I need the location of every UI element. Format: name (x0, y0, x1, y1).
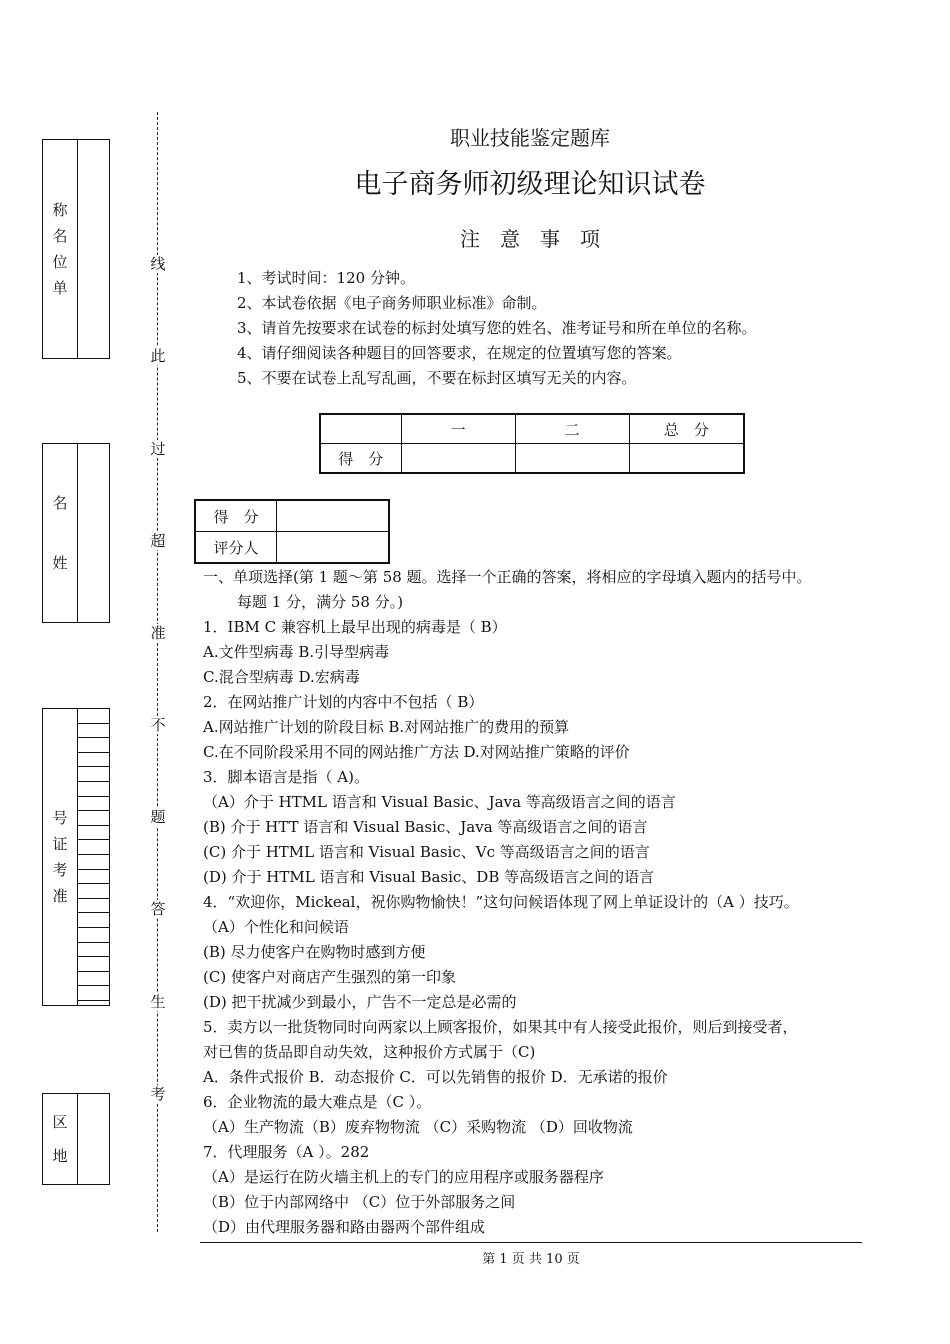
score-input-cell[interactable] (401, 444, 515, 474)
notice-heading: 注 意 事 项 (460, 227, 600, 251)
table-cell (320, 414, 401, 444)
seal-char: 线 (150, 255, 166, 273)
score-summary-table (319, 413, 745, 474)
label-char: 考 (52, 861, 68, 879)
question-line: A.网站推广计划的阶段目标 B.对网站推广的费用的预算 (203, 718, 570, 736)
exam-id-box (42, 708, 110, 1006)
label-char: 准 (52, 887, 68, 905)
score-input-cell[interactable] (629, 444, 744, 474)
question-line: (D) 介于 HTML 语言和 Visual Basic、DB 等高级语言之间的语言 (203, 868, 655, 886)
seal-char: 超 (150, 532, 166, 550)
seal-char: 不 (150, 716, 166, 734)
question-line: （A）个性化和问候语 (203, 918, 349, 936)
notice-item: 4、请仔细阅读各种题目的回答要求，在规定的位置填写您的答案。 (237, 344, 682, 362)
table-cell: 评分人 (195, 532, 277, 564)
question-line: 7．代理服务（A ）。282 (203, 1143, 370, 1161)
question-line: （D）由代理服务器和路由器两个部件组成 (203, 1218, 486, 1236)
label-char: 单 (52, 279, 68, 297)
section-instruction: 每题 1 分，满分 58 分。) (237, 593, 404, 611)
region-box (42, 1093, 110, 1185)
label-char: 地 (52, 1147, 68, 1165)
question-line: A.文件型病毒 B.引导型病毒 (203, 643, 390, 661)
table-row (320, 444, 744, 474)
grader-table (194, 499, 390, 564)
seal-char: 过 (150, 440, 166, 458)
table-cell: 总 分 (629, 414, 744, 444)
table-row (320, 414, 744, 444)
question-line: C.在不同阶段采用不同的网站推广方法 D.对网站推广策略的评价 (203, 743, 630, 761)
grader-input-cell[interactable] (277, 532, 390, 564)
question-line: 6．企业物流的最大难点是（C ）。 (203, 1093, 432, 1111)
question-line: 1．IBM C 兼容机上最早出现的病毒是（ B） (203, 618, 507, 636)
label-char: 姓 (52, 554, 68, 572)
label-char: 称 (52, 201, 68, 219)
score-input-cell[interactable] (277, 500, 390, 532)
label-char: 号 (52, 809, 68, 827)
question-line: (B) 尽力使客户在购物时感到方便 (203, 943, 426, 961)
notice-item: 2、本试卷依据《电子商务师职业标准》命制。 (237, 294, 547, 312)
question-line: （A）介于 HTML 语言和 Visual Basic、Java 等高级语言之间的语言 (203, 793, 676, 811)
exam-title: 电子商务师初级理论知识试卷 (354, 169, 706, 200)
question-line: (D) 把干扰减少到最小，广告不一定总是必需的 (203, 993, 517, 1011)
label-char: 位 (52, 253, 68, 271)
notice-list (237, 266, 757, 391)
table-cell: 得 分 (320, 444, 401, 474)
question-line: 5．卖方以一批货物同时向两家以上顾客报价，如果其中有人接受此报价，则后到接受者， (203, 1018, 798, 1036)
region-label (43, 1094, 78, 1184)
name-box (42, 443, 110, 623)
notice-item: 1、考试时间：120 分钟。 (237, 269, 415, 287)
name-label (43, 444, 78, 622)
question-line: （A）是运行在防火墙主机上的专门的应用程序或服务器程序 (203, 1168, 604, 1186)
seal-char: 生 (150, 993, 166, 1011)
question-line: 4．“欢迎你，Mickeal，祝你购物愉快！”这句问候语体现了网上单证设计的（A ）技巧。 (203, 893, 799, 911)
question-line: (C) 使客户对商店产生强烈的第一印象 (203, 968, 456, 986)
question-line: 3．脚本语言是指（ A)。 (203, 768, 369, 786)
label-char: 区 (52, 1113, 68, 1131)
exam-id-digit-cells[interactable] (77, 709, 109, 1005)
seal-char: 准 (150, 624, 166, 642)
table-cell: 一 (401, 414, 515, 444)
footer-rule (200, 1242, 862, 1243)
notice-item: 5、不要在试卷上乱写乱画，不要在标封区填写无关的内容。 (237, 369, 637, 387)
page-number: 第 1 页 共 10 页 (482, 1252, 580, 1267)
score-input-cell[interactable] (515, 444, 629, 474)
question-line: (B) 介于 HTT 语言和 Visual Basic、Java 等高级语言之间的语言 (203, 818, 648, 836)
bank-title: 职业技能鉴定题库 (450, 126, 610, 150)
question-line: A．条件式报价 B．动态报价 C．可以先销售的报价 D．无承诺的报价 (203, 1068, 668, 1086)
seal-char: 答 (150, 900, 166, 918)
table-cell: 二 (515, 414, 629, 444)
seal-char: 此 (150, 347, 166, 365)
question-section (203, 565, 883, 1240)
section-instruction: 一、单项选择(第 1 题～第 58 题。选择一个正确的答案，将相应的字母填入题内的括号中。 (203, 568, 812, 586)
unit-name-label (43, 140, 78, 358)
notice-item: 3、请首先按要求在试卷的标封处填写您的姓名、准考证号和所在单位的名称。 (237, 319, 757, 337)
label-char: 证 (52, 835, 68, 853)
table-row (195, 532, 389, 564)
seal-char: 考 (150, 1085, 166, 1103)
question-line: (C) 介于 HTML 语言和 Visual Basic、Vc 等高级语言之间的语言 (203, 843, 650, 861)
unit-name-box (42, 139, 110, 359)
exam-id-label (43, 709, 78, 1005)
table-row (195, 500, 389, 532)
label-char: 名 (52, 494, 68, 512)
seal-dashed-line (157, 112, 158, 1232)
label-char: 名 (52, 227, 68, 245)
question-line: （A）生产物流（B）废弃物物流 （C）采购物流 （D）回收物流 (203, 1118, 633, 1136)
seal-char: 题 (150, 808, 166, 826)
question-line: C.混合型病毒 D.宏病毒 (203, 668, 360, 686)
question-line: 2．在网站推广计划的内容中不包括（ B） (203, 693, 484, 711)
table-cell: 得 分 (195, 500, 277, 532)
question-line: （B）位于内部网络中 （C）位于外部服务之间 (203, 1193, 516, 1211)
question-line: 对已售的货品即自动失效，这种报价方式属于（C) (203, 1043, 536, 1061)
